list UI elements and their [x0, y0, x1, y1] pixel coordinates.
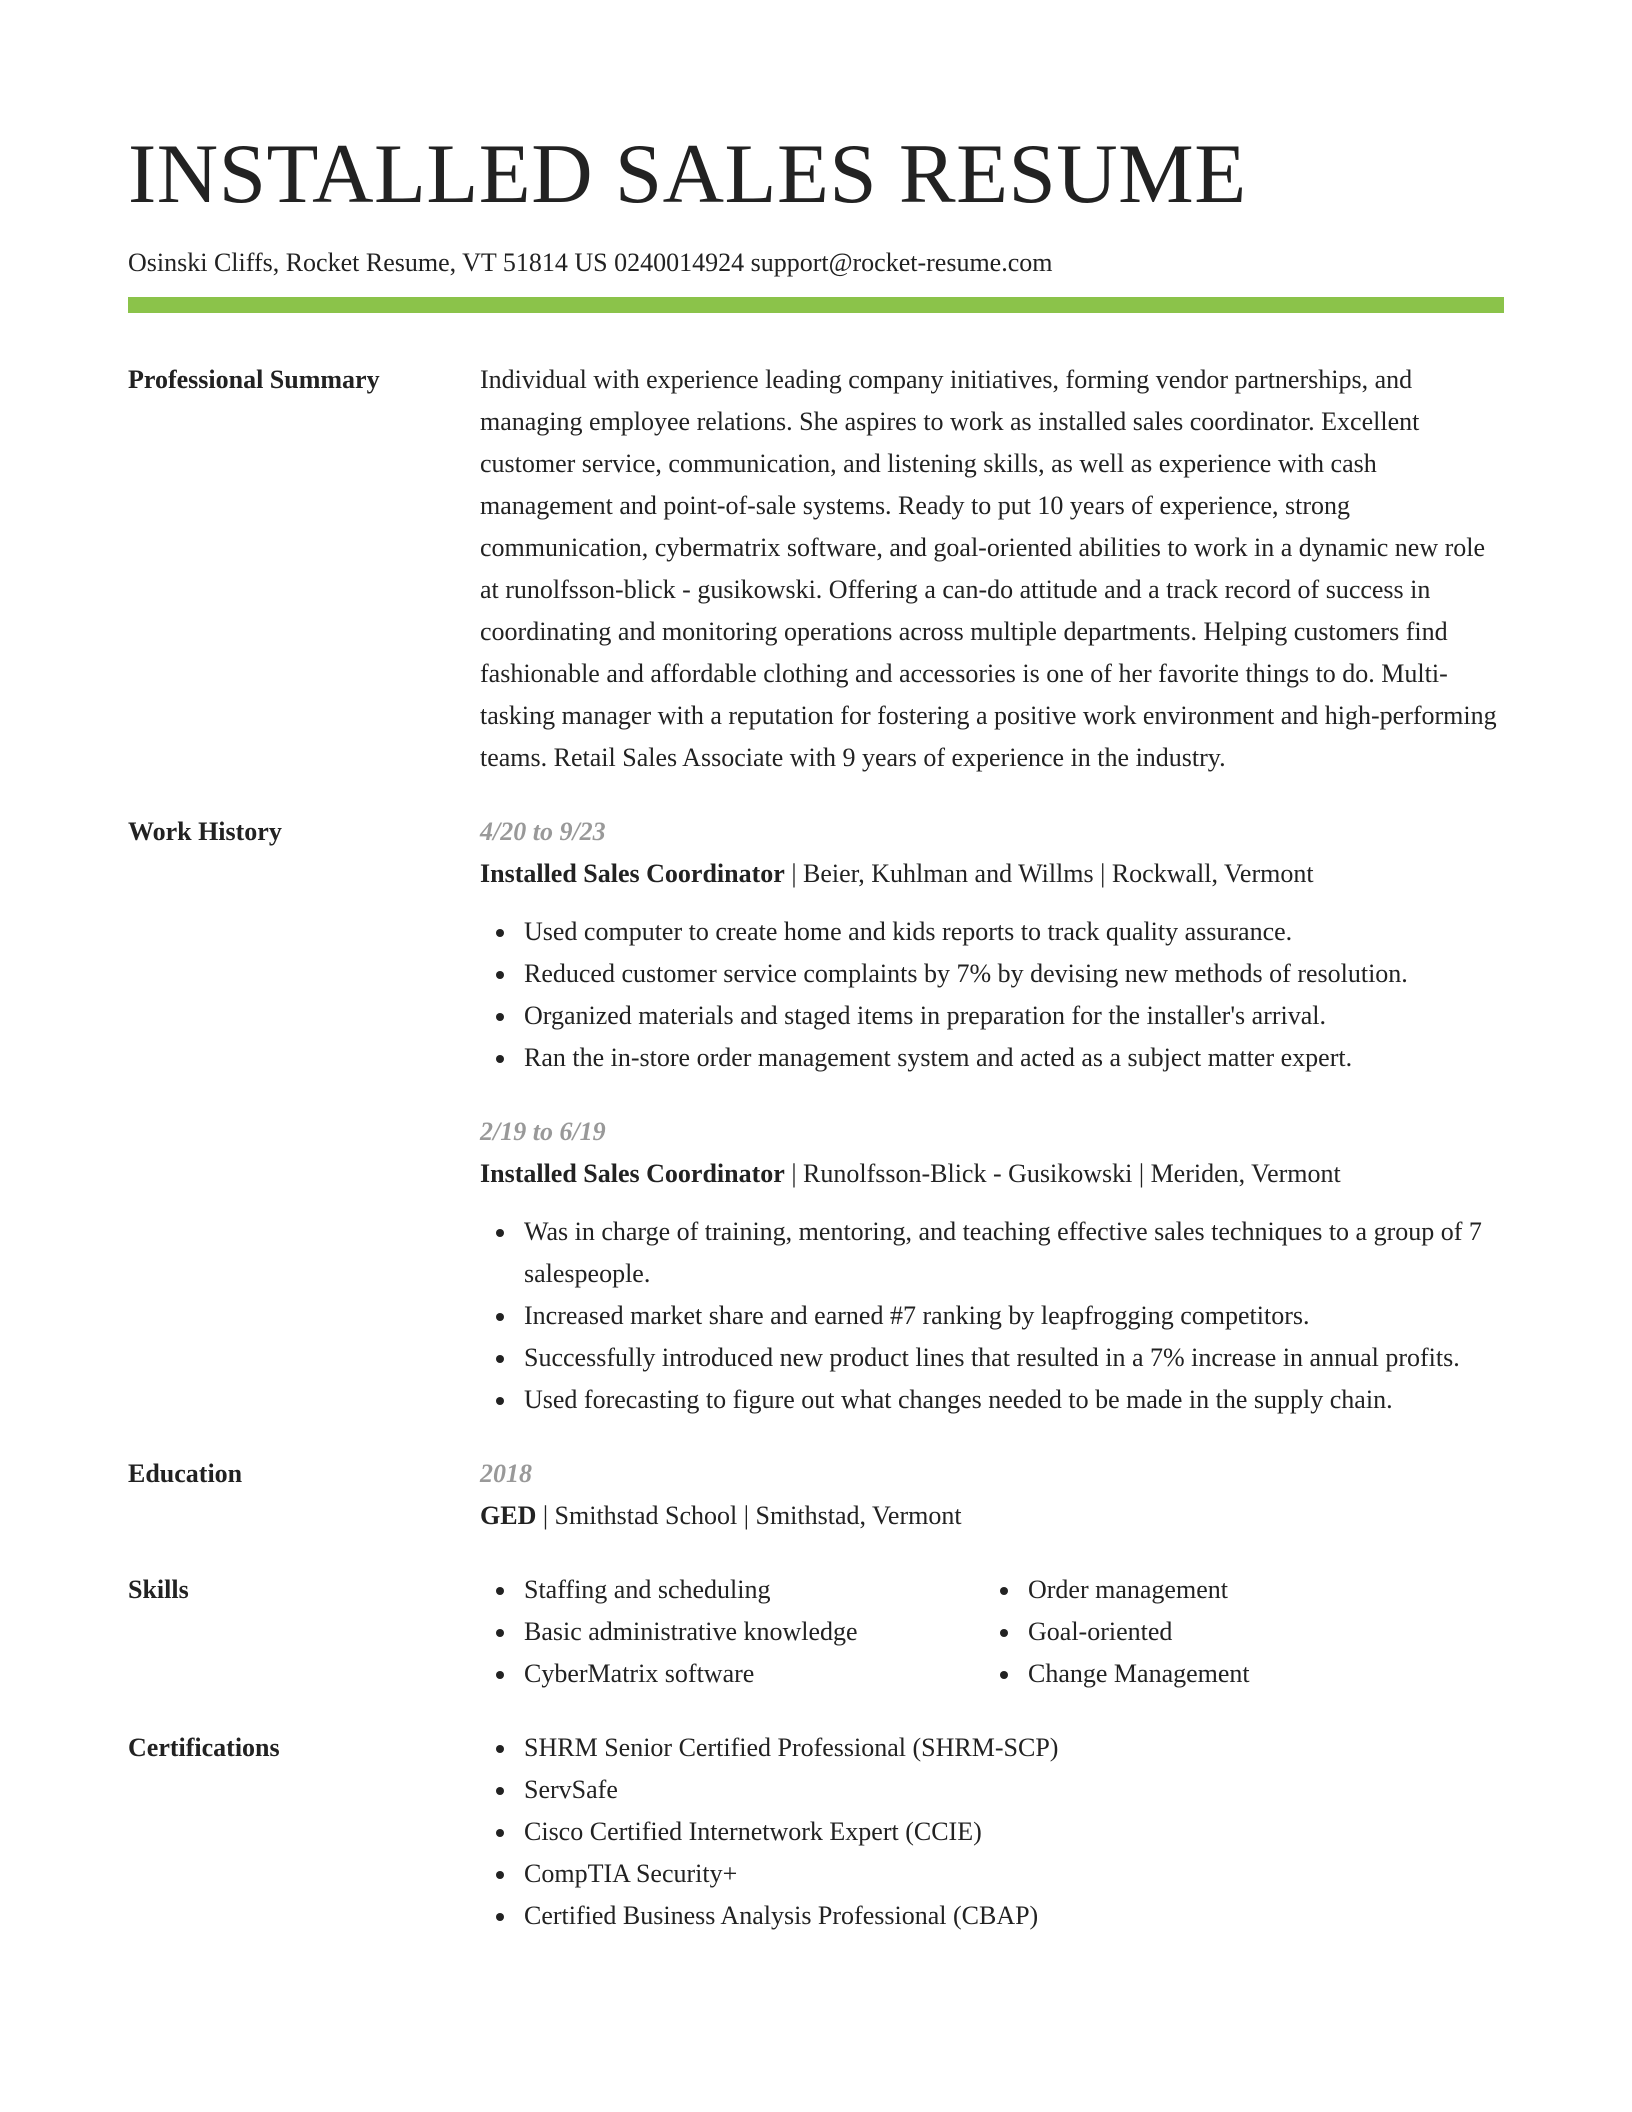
- list-item: Staffing and scheduling: [480, 1569, 984, 1611]
- resume-title: INSTALLED SALES RESUME: [128, 127, 1247, 221]
- summary-section: [128, 359, 1504, 779]
- list-item: Organized materials and staged items in preparation for the installer's arrival.: [480, 995, 1504, 1037]
- summary-text: Individual with experience leading company initiatives, forming vendor partnerships, and managing employee relations. She aspires to work as installed sales coordinator. Excellent customer service, communication, and listening skills, as well as experience with cash management and point-of-sale systems. Ready to put 10 years of experience, strong communication, cybermatrix software, and goal-oriented abilities to work in a dynamic new role at runolfsson-blick - gusikowski. Offering a can-do attitude and a track record of success in coordinating and monitoring operations across multiple departments. Helping customers find fashionable and affordable clothing and accessories is one of her favorite things to do. Multi-tasking manager with a reputation for fostering a positive work environment and high-performing teams. Retail Sales Associate with 9 years of experience in the industry.: [480, 365, 1497, 772]
- list-item: CompTIA Security+: [480, 1853, 1504, 1895]
- section-label: Skills: [128, 1575, 189, 1604]
- job-details: | Runolfsson-Blick - Gusikowski | Meriden, Vermont: [784, 1159, 1341, 1188]
- skills-list-right: [984, 1569, 1488, 1695]
- job-heading: [480, 1153, 1504, 1195]
- job-title: Installed Sales Coordinator: [480, 1159, 785, 1188]
- job-title: Installed Sales Coordinator: [480, 859, 785, 888]
- work-history-section: [128, 811, 1504, 1421]
- list-item: Used computer to create home and kids reports to track quality assurance.: [480, 911, 1504, 953]
- list-item: Certified Business Analysis Professional (CBAP): [480, 1895, 1504, 1937]
- job-bullets: [480, 1211, 1504, 1421]
- section-label: Professional Summary: [128, 365, 380, 394]
- list-item: Ran the in-store order management system and acted as a subject matter expert.: [480, 1037, 1504, 1079]
- job-heading: [480, 853, 1504, 895]
- list-item: Successfully introduced new product lines that resulted in a 7% increase in annual profits.: [480, 1337, 1504, 1379]
- list-item: Increased market share and earned #7 ranking by leapfrogging competitors.: [480, 1295, 1504, 1337]
- contact-line: Osinski Cliffs, Rocket Resume, VT 51814 US 0240014924 support@rocket-resume.com: [128, 248, 1053, 277]
- job-details: | Beier, Kuhlman and Willms | Rockwall, Vermont: [784, 859, 1314, 888]
- list-item: Reduced customer service complaints by 7% by devising new methods of resolution.: [480, 953, 1504, 995]
- skills-list-left: [480, 1569, 984, 1695]
- job-bullets: [480, 911, 1504, 1079]
- job-dates: 4/20 to 9/23: [480, 817, 606, 846]
- list-item: Change Management: [984, 1653, 1488, 1695]
- skills-section: [128, 1569, 1504, 1695]
- list-item: ServSafe: [480, 1769, 1504, 1811]
- list-item: Cisco Certified Internetwork Expert (CCIE): [480, 1811, 1504, 1853]
- list-item: Basic administrative knowledge: [480, 1611, 984, 1653]
- certifications-list: [480, 1727, 1504, 1937]
- list-item: Used forecasting to figure out what changes needed to be made in the supply chain.: [480, 1379, 1504, 1421]
- list-item: Goal-oriented: [984, 1611, 1488, 1653]
- education-section: [128, 1453, 1504, 1537]
- list-item: Was in charge of training, mentoring, and teaching effective sales techniques to a group of 7 salespeople.: [480, 1211, 1504, 1295]
- certifications-section: [128, 1727, 1504, 1937]
- list-item: CyberMatrix software: [480, 1653, 984, 1695]
- education-year: 2018: [480, 1459, 532, 1488]
- job-dates: 2/19 to 6/19: [480, 1117, 606, 1146]
- list-item: SHRM Senior Certified Professional (SHRM-SCP): [480, 1727, 1504, 1769]
- accent-divider: [128, 297, 1504, 313]
- list-item: Order management: [984, 1569, 1488, 1611]
- job-entry: [480, 1111, 1504, 1421]
- section-label: Work History: [128, 817, 282, 846]
- section-label: Certifications: [128, 1733, 280, 1762]
- education-degree: GED: [480, 1501, 537, 1530]
- section-label: Education: [128, 1459, 243, 1488]
- education-details: | Smithstad School | Smithstad, Vermont: [536, 1501, 962, 1530]
- education-heading: [480, 1495, 1504, 1537]
- resume-page: [128, 0, 1504, 1937]
- job-entry: [480, 811, 1504, 1079]
